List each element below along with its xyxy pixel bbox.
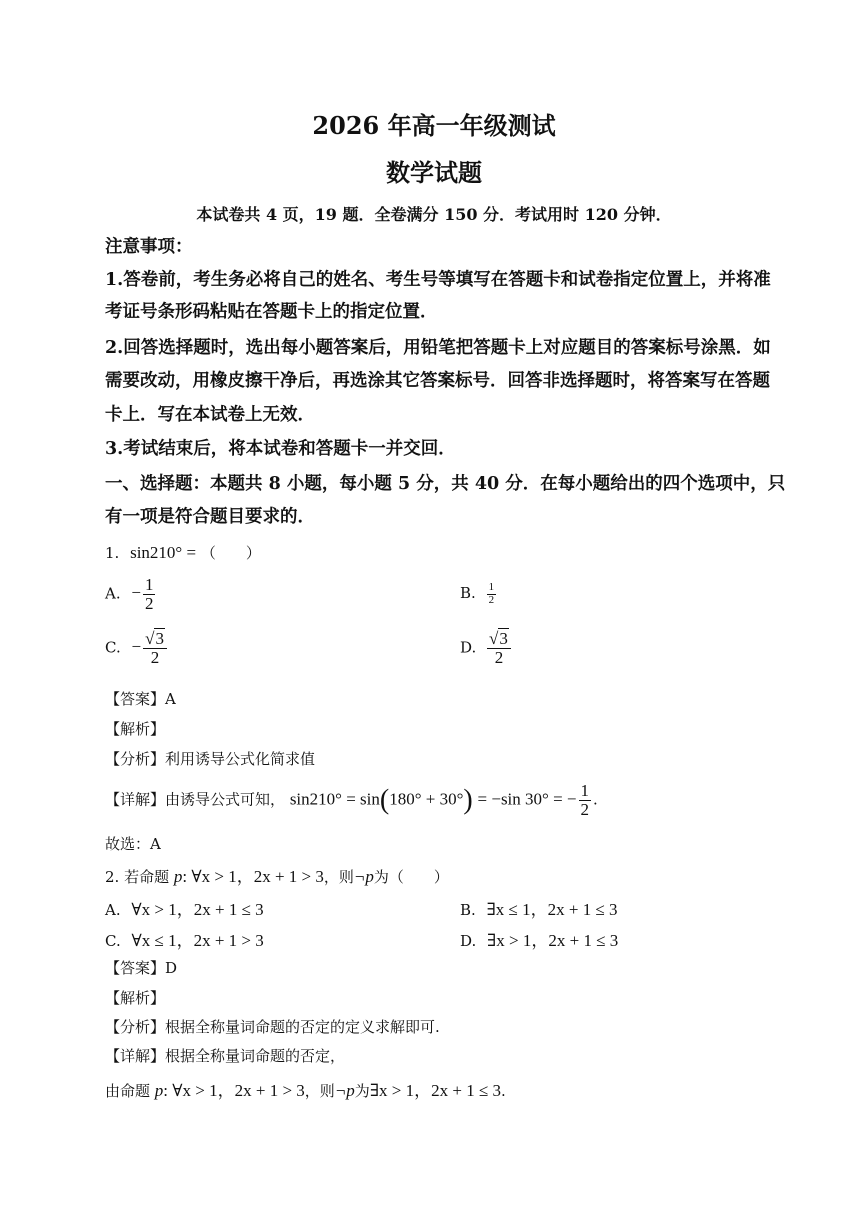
numerator: √3 bbox=[143, 630, 167, 649]
exam-intro: 本试卷共 4 页，19 题．全卷满分 150 分．考试用时 120 分钟． bbox=[196, 205, 672, 224]
numerator: 1 bbox=[488, 581, 495, 593]
denominator: 2 bbox=[144, 593, 154, 613]
fraction bbox=[487, 582, 497, 606]
denominator: 2 bbox=[494, 647, 504, 667]
denominator: 2 bbox=[150, 647, 160, 667]
numerator: 1 bbox=[580, 781, 590, 800]
math-expression: ∀x ≤ 1，2x + 1 > 3 bbox=[131, 931, 264, 950]
math-expression: : ∀x > 1，2x + 1 > 3 bbox=[163, 1081, 305, 1100]
stem-text: 为（ ） bbox=[373, 868, 449, 886]
period: . bbox=[593, 790, 598, 809]
paren-close: ) bbox=[463, 784, 473, 816]
math-expression: ∃x > 1，2x + 1 ≤ 3 bbox=[369, 1081, 502, 1100]
option-d bbox=[460, 926, 618, 951]
detail-line bbox=[105, 782, 768, 819]
stem-text: 为 bbox=[354, 1082, 370, 1100]
radicand: 3 bbox=[155, 629, 164, 648]
notice-item-1-cont: 考证号条形码粘贴在答题卡上的指定位置． bbox=[105, 302, 438, 322]
fenxi-text: 根据全称量词命题的否定的定义求解即可. bbox=[165, 1018, 440, 1036]
stem-text: 由命题 bbox=[105, 1082, 151, 1100]
numerator: 1 bbox=[144, 575, 154, 594]
math-variable: ¬p bbox=[353, 867, 374, 886]
paren-open: ( bbox=[379, 784, 390, 816]
detail-text: 根据全称量词命题的否定， bbox=[165, 1047, 346, 1065]
answer-paren: （ ） bbox=[200, 544, 261, 562]
option-a bbox=[105, 576, 157, 613]
option-c bbox=[105, 630, 169, 667]
detail-tag: 【详解】 bbox=[105, 790, 166, 809]
notice-item-2-cont: 需要改动，用橡皮擦干净后，再选涂其它答案标号．回答非选择题时，将答案写在答题 bbox=[105, 371, 770, 391]
math-expression: sin210° = sin bbox=[289, 789, 380, 809]
math-expression: ∃x ≤ 1，2x + 1 ≤ 3 bbox=[486, 900, 618, 919]
option-b bbox=[460, 582, 498, 606]
answer-value: D bbox=[165, 959, 178, 977]
option-d bbox=[460, 630, 513, 667]
math-variable: ¬p bbox=[334, 1081, 355, 1100]
analysis-tag: 【解析】 bbox=[105, 989, 166, 1007]
fraction bbox=[143, 630, 167, 667]
option-c bbox=[105, 926, 264, 951]
radicand: 3 bbox=[499, 629, 508, 648]
math-expression: : ∀x > 1，2x + 1 > 3 bbox=[182, 867, 324, 886]
fraction bbox=[143, 576, 156, 613]
math-variable: p bbox=[173, 867, 183, 886]
stem-text: ，则 bbox=[323, 868, 354, 886]
conclusion-line bbox=[105, 1076, 768, 1101]
notice-item-2: 2.回答选择题时，选出每小题答案后，用铅笔把答题卡上对应题目的答案标号涂黑．如 bbox=[105, 338, 771, 358]
detail-line bbox=[105, 1045, 768, 1066]
question-2-stem bbox=[105, 862, 768, 887]
fenxi-text: 利用诱导公式化简求值 bbox=[165, 750, 316, 768]
notice-item-3: 3.考试结束后，将本试卷和答题卡一并交回． bbox=[105, 439, 456, 459]
option-label: C. bbox=[105, 932, 121, 950]
fenxi-tag: 【分析】 bbox=[105, 1018, 166, 1036]
option-b bbox=[460, 895, 618, 920]
answer-line bbox=[105, 957, 768, 978]
denominator: 2 bbox=[488, 593, 495, 606]
option-label: D. bbox=[460, 932, 477, 950]
math-expression: 180° + 30° bbox=[389, 789, 464, 809]
question-1-stem bbox=[105, 542, 768, 563]
choice-line: 故选：A bbox=[105, 835, 161, 853]
fraction bbox=[487, 630, 511, 667]
option-label: A. bbox=[105, 584, 121, 603]
detail-tag: 【详解】 bbox=[105, 1047, 166, 1065]
fenxi-line bbox=[105, 1016, 768, 1037]
fenxi-tag: 【分析】 bbox=[105, 750, 166, 768]
answer-tag: 【答案】 bbox=[105, 959, 166, 977]
math-expression: sin210° = bbox=[130, 543, 197, 562]
option-a bbox=[105, 895, 264, 920]
notice-item-1: 1.答卷前，考生务必将自己的姓名、考生号等填写在答题卡和试卷指定位置上，并将准 bbox=[105, 270, 771, 290]
option-label: B. bbox=[460, 584, 476, 603]
math-expression: ∃x > 1，2x + 1 ≤ 3 bbox=[487, 931, 619, 950]
option-label: A. bbox=[105, 901, 121, 919]
option-label: C. bbox=[105, 638, 121, 657]
minus-sign: − bbox=[131, 637, 142, 657]
fraction bbox=[579, 782, 592, 819]
analysis-tag: 【解析】 bbox=[105, 720, 166, 738]
stem-text: 若命题 bbox=[124, 868, 170, 886]
minus-sign: − bbox=[131, 583, 141, 603]
question-number: 1. bbox=[105, 544, 120, 562]
answer-tag: 【答案】 bbox=[105, 690, 166, 708]
detail-text: 由诱导公式可知， bbox=[165, 790, 286, 809]
stem-text: ，则 bbox=[304, 1082, 335, 1100]
notice-heading: 注意事项： bbox=[105, 237, 193, 257]
numerator: √3 bbox=[487, 630, 511, 649]
section-heading: 一、选择题：本题共 8 小题，每小题 5 分，共 40 分．在每小题给出的四个选项中，只 bbox=[105, 474, 786, 494]
denominator: 2 bbox=[580, 799, 590, 819]
option-label: B. bbox=[460, 901, 476, 919]
question-number: 2. bbox=[105, 868, 120, 886]
math-expression: = −sin 30° = − bbox=[477, 789, 577, 809]
answer-value: A bbox=[165, 690, 176, 708]
math-variable: p bbox=[154, 1081, 164, 1100]
fenxi-line bbox=[105, 748, 768, 769]
math-expression: ∀x > 1，2x + 1 ≤ 3 bbox=[131, 900, 264, 919]
answer-line bbox=[105, 688, 768, 709]
exam-subtitle: 数学试题 bbox=[386, 158, 482, 187]
option-label: D. bbox=[460, 638, 477, 657]
section-heading-cont: 有一项是符合题目要求的． bbox=[105, 507, 315, 527]
exam-title: 2026 年高一年级测试 bbox=[312, 111, 556, 140]
period: . bbox=[501, 1082, 506, 1100]
notice-item-2-cont2: 卡上．写在本试卷上无效． bbox=[105, 405, 315, 425]
